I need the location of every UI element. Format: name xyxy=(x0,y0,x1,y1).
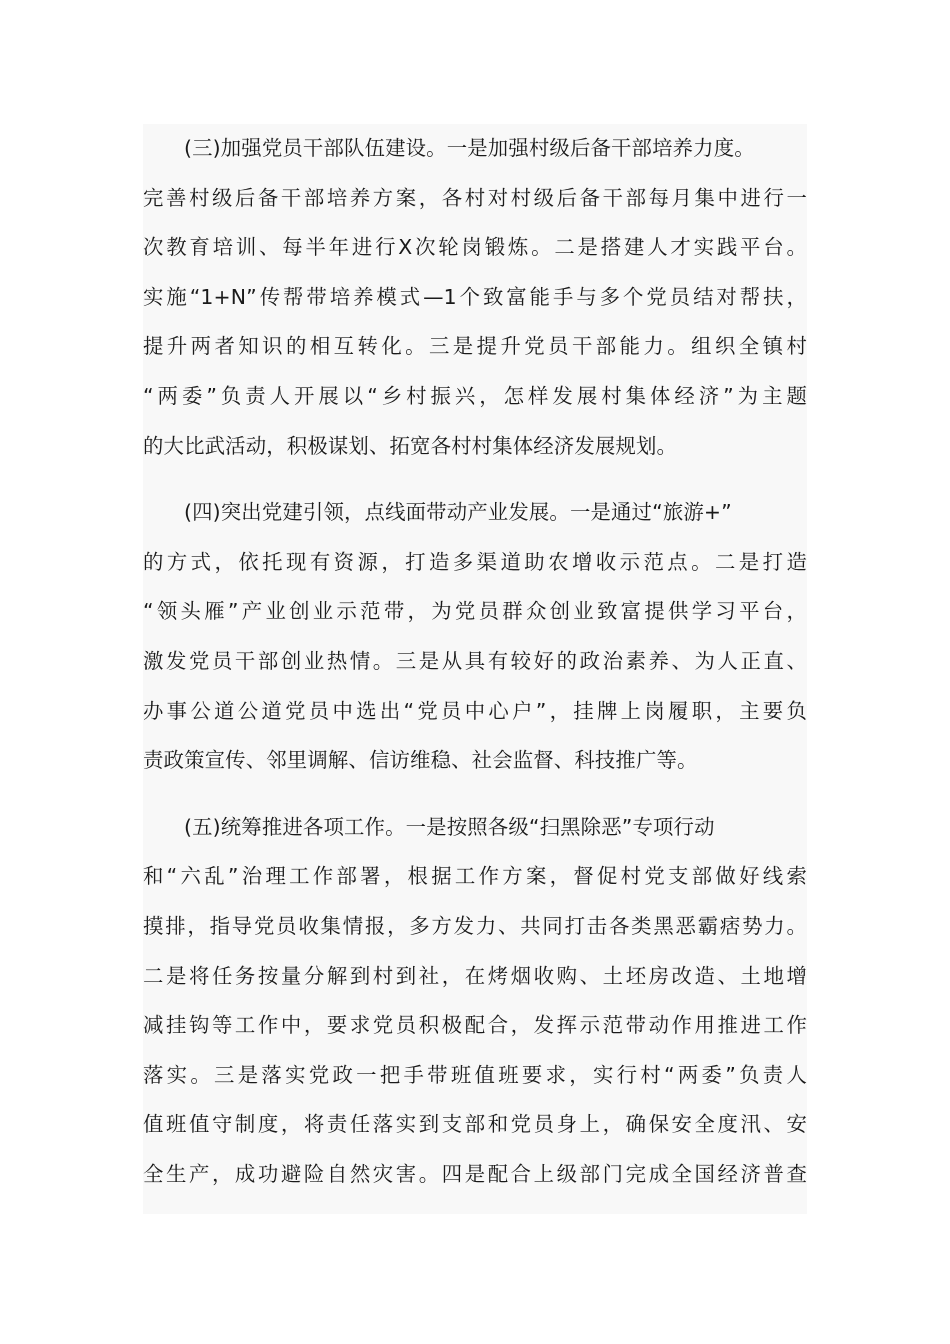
text-line: 全生产，成功避险自然灾害。四是配合上级部门完成全国经济普查 xyxy=(143,1161,807,1186)
text-line: (四)突出党建引领，点线面带动产业发展。一是通过“旅游+” xyxy=(184,500,732,525)
text-line: (三)加强党员干部队伍建设。一是加强村级后备干部培养力度。 xyxy=(184,136,755,160)
text-line: 次教育培训、每半年进行X次轮岗锻炼。二是搭建人才实践平台。 xyxy=(143,235,807,260)
text-line: “领头雁”产业创业示范带，为党员群众创业致富提供学习平台， xyxy=(143,599,807,624)
text-line: 落实。三是落实党政一把手带班值班要求，实行村“两委”负责人 xyxy=(143,1062,807,1087)
paragraph-gap xyxy=(143,471,807,488)
text-line: 责政策宣传、邻里调解、信访维稳、社会监督、科技推广等。 xyxy=(143,748,698,773)
text-line: 办事公道公道党员中选出“党员中心户”，挂牌上岗履职，主要负 xyxy=(143,698,807,723)
text-line: 摸排，指导党员收集情报，多方发力、共同打击各类黑恶霸痞势力。 xyxy=(143,913,807,938)
text-line: 减挂钩等工作中，要求党员积极配合，发挥示范带动作用推进工作 xyxy=(143,1013,807,1038)
text-line: “两委”负责人开展以“乡村振兴，怎样发展村集体经济”为主题 xyxy=(143,383,807,408)
text-line: 实施“1+N”传帮带培养模式—1个致富能手与多个党员结对帮扶， xyxy=(143,284,807,309)
paragraph-three xyxy=(143,124,807,471)
text-line: 的方式，依托现有资源，打造多渠道助农增收示范点。二是打造 xyxy=(143,549,807,574)
paragraph-five xyxy=(143,803,807,1200)
text-line: 完善村级后备干部培养方案，各村对村级后备干部每月集中进行一 xyxy=(143,185,807,210)
text-line: 提升两者知识的相互转化。三是提升党员干部能力。组织全镇村 xyxy=(143,334,807,359)
text-line: 值班值守制度，将责任落实到支部和党员身上，确保安全度汛、安 xyxy=(143,1112,807,1137)
paragraph-gap xyxy=(143,786,807,803)
document-body xyxy=(143,124,807,1214)
text-line: 激发党员干部创业热情。三是从具有较好的政治素养、为人正直、 xyxy=(143,648,807,673)
paragraph-four xyxy=(143,488,807,786)
text-line: 和“六乱”治理工作部署，根据工作方案，督促村党支部做好线索 xyxy=(143,864,807,889)
text-line: (五)统筹推进各项工作。一是按照各级“扫黑除恶”专项行动 xyxy=(184,814,715,839)
text-line: 二是将任务按量分解到村到社，在烤烟收购、土坯房改造、土地增 xyxy=(143,963,807,988)
text-line: 的大比武活动，积极谋划、拓宽各村村集体经济发展规划。 xyxy=(143,433,678,458)
